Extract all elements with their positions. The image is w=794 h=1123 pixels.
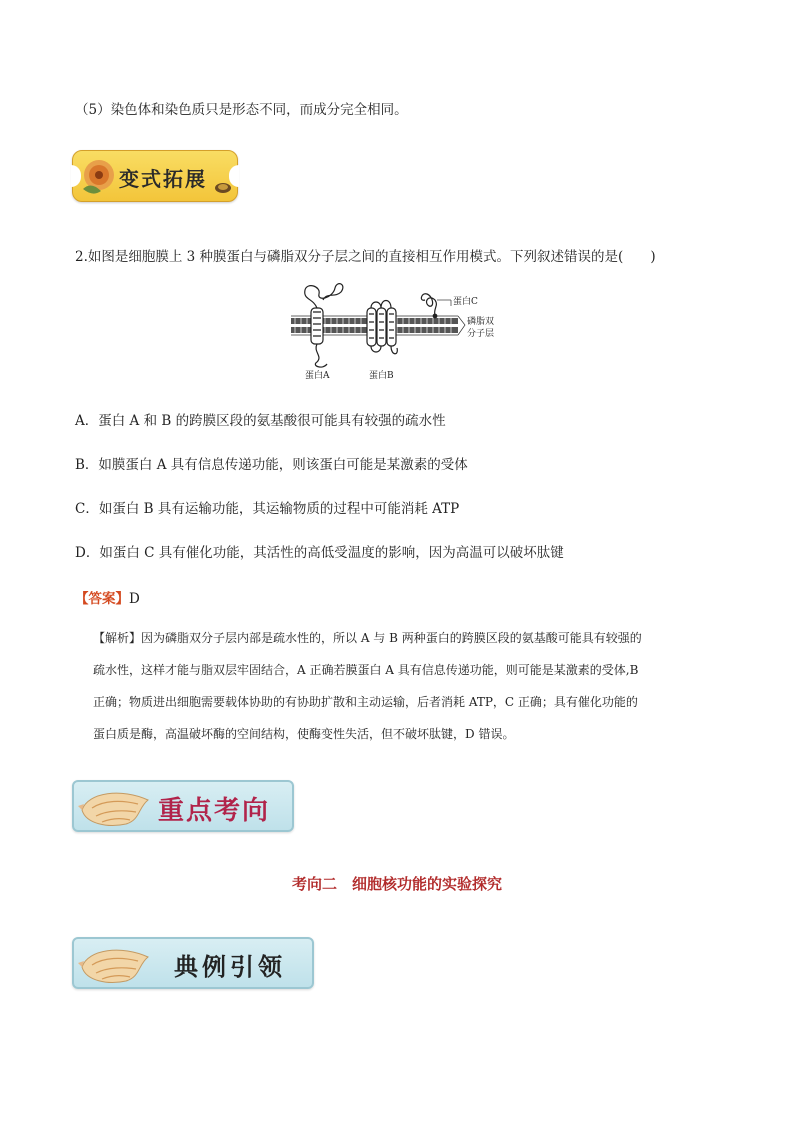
typical-example-title: 典例引领	[174, 952, 286, 981]
label-protein-b: 蛋白B	[369, 371, 394, 381]
explanation-line: 【解析】因为磷脂双分子层内部是疏水性的，所以 A 与 B 两种蛋白的跨膜区段的氨基酸可能具有较强的	[93, 631, 642, 645]
key-direction-banner	[72, 780, 294, 832]
label-protein-a: 蛋白A	[305, 371, 330, 381]
protein-b-shape	[367, 301, 397, 354]
variant-banner	[72, 150, 238, 202]
section-heading: 考向二 细胞核功能的实验探究	[291, 875, 502, 893]
membrane-protein-figure	[283, 278, 513, 383]
explanation-line: 正确；物质进出细胞需要载体协助的有协助扩散和主动运输，后者消耗 ATP，C 正确；具有催化功能的	[93, 695, 638, 709]
answer-value: D	[129, 591, 140, 607]
label-bilayer-line2: 分子层	[467, 329, 495, 339]
option-c: C．如蛋白 B 具有运输功能，其运输物质的过程中可能消耗 ATP	[75, 501, 460, 517]
explanation-line: 蛋白质是酶，高温破坏酶的空间结构，使酶变性失活，但不破坏肽键，D 错误。	[93, 727, 515, 741]
conch-shell-icon	[78, 786, 154, 828]
previous-item-text: （5）染色体和染色质只是形态不同，而成分完全相同。	[75, 102, 408, 118]
question-stem: 2.如图是细胞膜上 3 种膜蛋白与磷脂双分子层之间的直接相互作用模式。下列叙述错误的是( )	[75, 249, 656, 265]
explanation-line: 疏水性，这样才能与脂双层牢固结合，A 正确若膜蛋白 A 具有信息传递功能，则可能是某激素的受体,B	[93, 663, 639, 677]
label-protein-c: 蛋白C	[453, 297, 478, 307]
protein-c-shape	[421, 294, 436, 318]
option-d: D．如蛋白 C 具有催化功能，其活性的高低受温度的影响，因为高温可以破坏肽键	[75, 545, 564, 561]
option-a: A．蛋白 A 和 B 的跨膜区段的氨基酸很可能具有较强的疏水性	[75, 413, 446, 429]
answer-line	[75, 587, 140, 607]
protein-a-shape	[305, 284, 343, 367]
typical-example-banner	[72, 937, 314, 989]
answer-tag: 【答案】	[75, 591, 129, 607]
label-bilayer-line1: 磷脂双	[467, 317, 495, 327]
lantern-icon	[213, 181, 233, 195]
key-direction-title: 重点考向	[158, 796, 271, 826]
option-b: B．如膜蛋白 A 具有信息传递功能，则该蛋白可能是某激素的受体	[75, 457, 468, 473]
flower-icon	[79, 155, 119, 197]
explanation-block	[93, 622, 725, 750]
variant-banner-title: 变式拓展	[119, 167, 207, 191]
conch-shell-icon	[78, 943, 154, 985]
